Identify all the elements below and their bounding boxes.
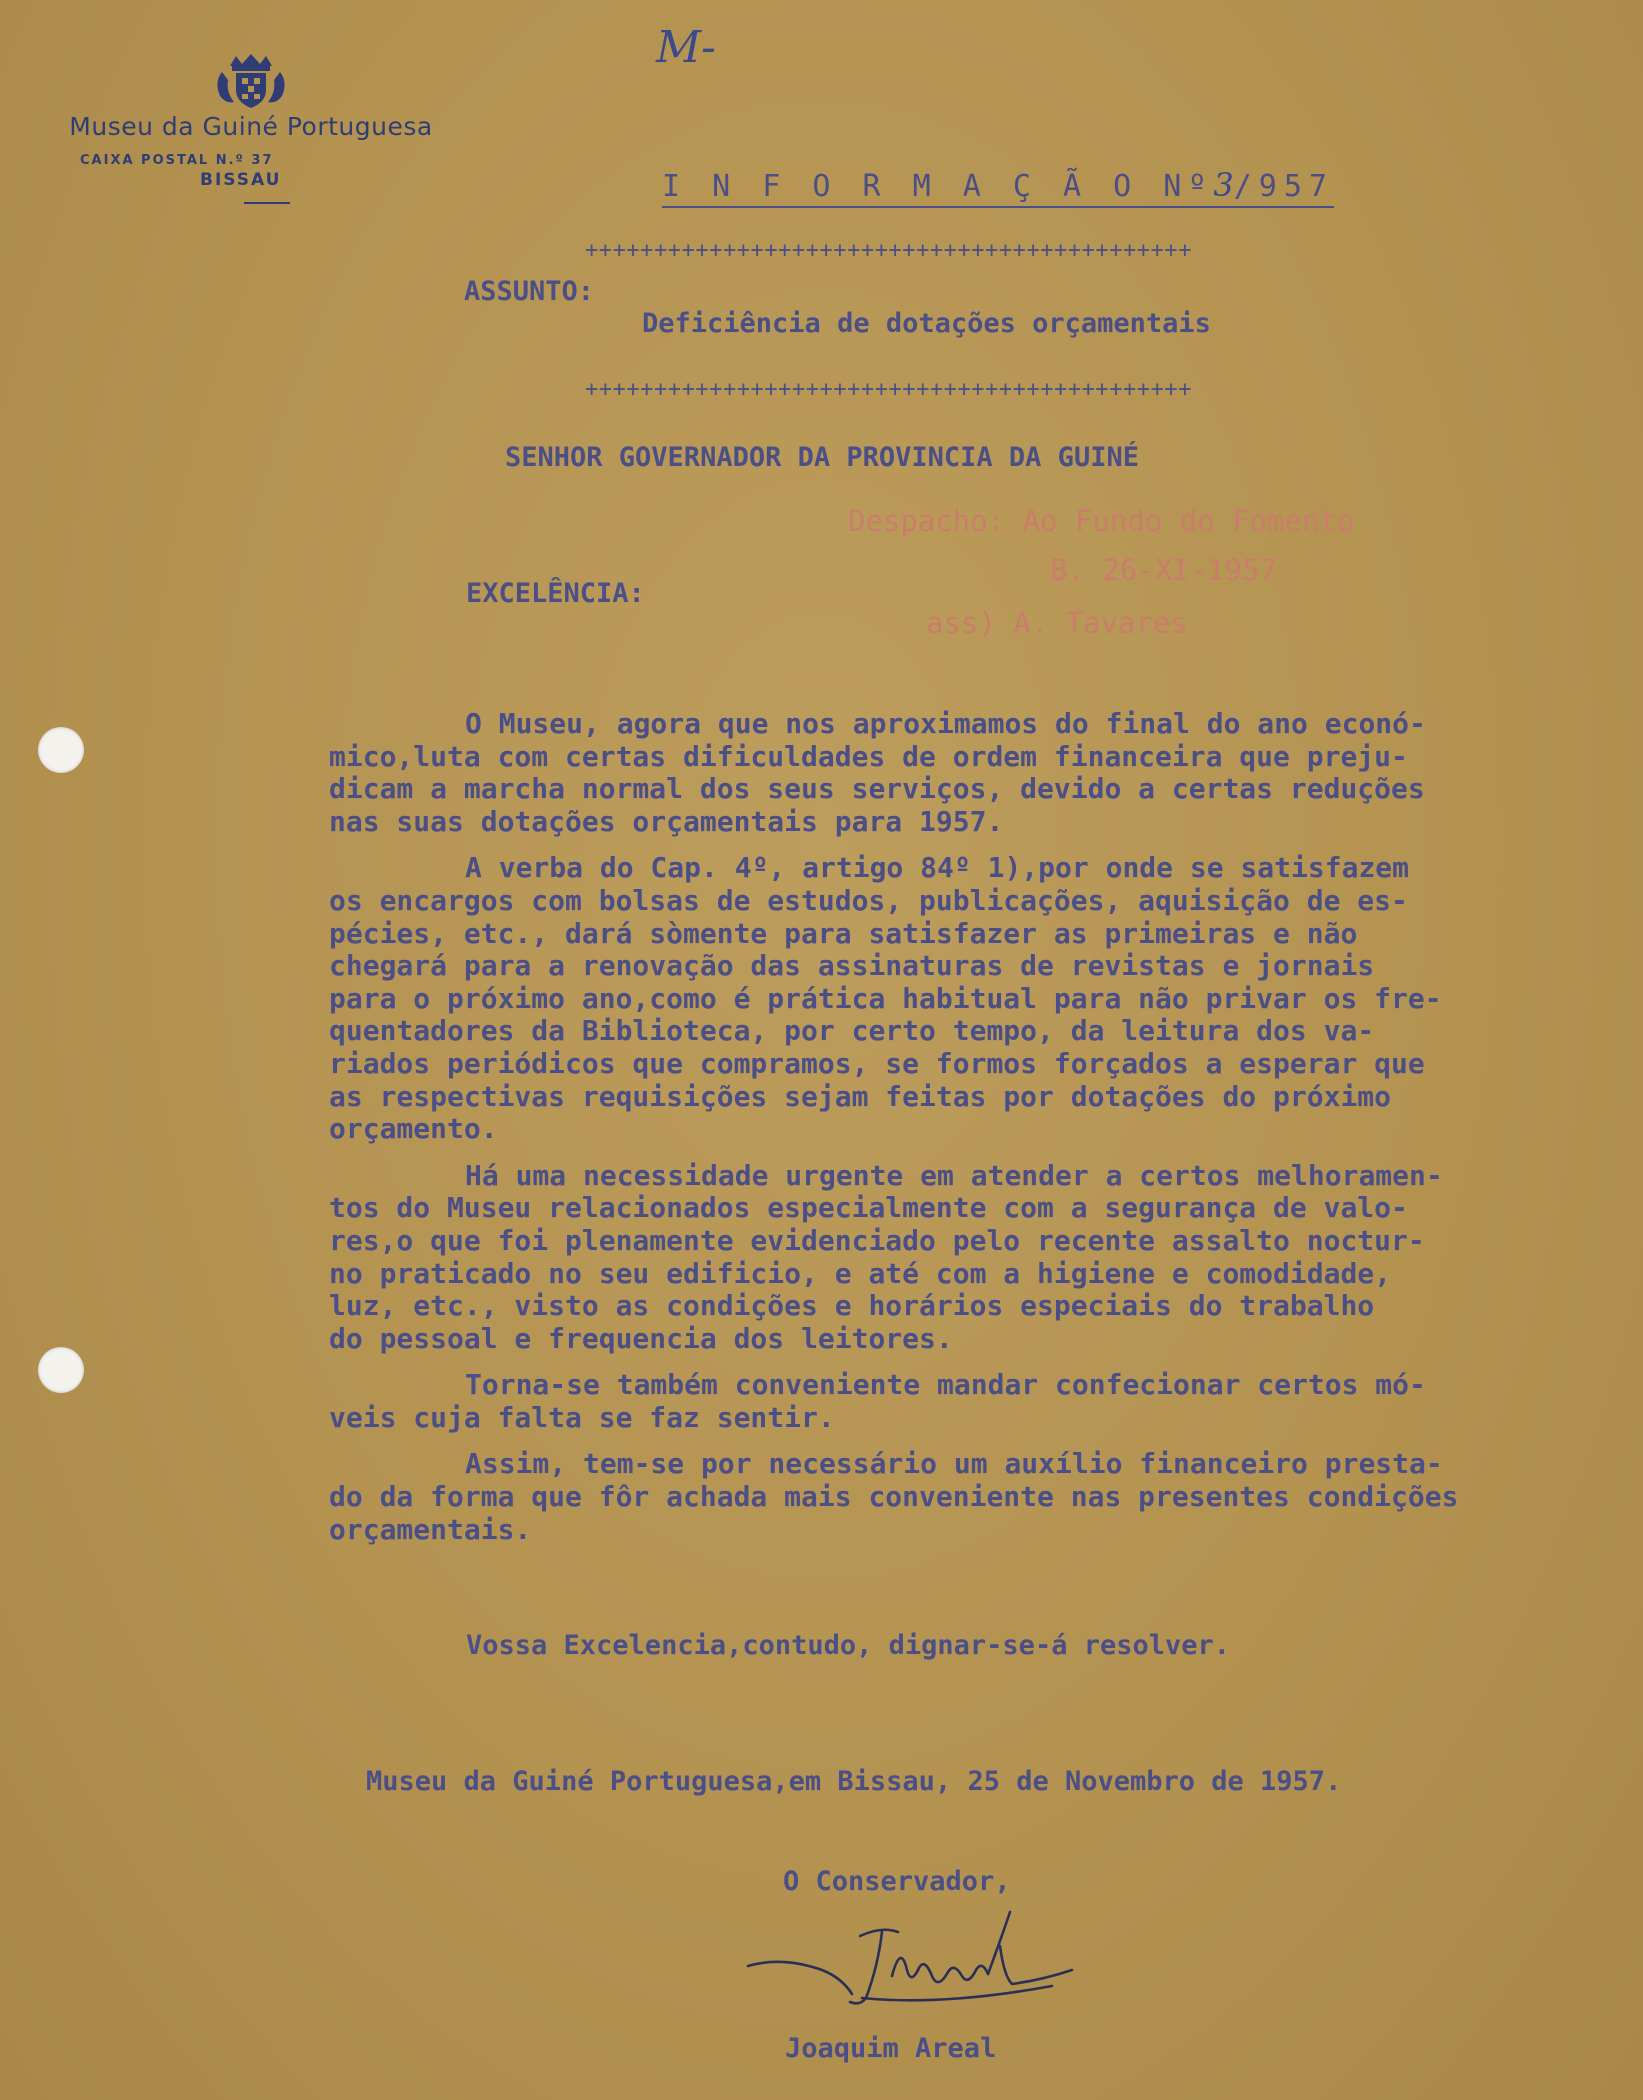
heading-title: I N F O R M A Ç Ã O Nº [662,169,1214,204]
place-date: Museu da Guiné Portuguesa,em Bissau, 25 de Novembro de 1957. [366,1766,1342,1797]
body-line: luz, etc., visto as condições e horários especiais do trabalho [329,1289,1375,1323]
salutation: EXCELÊNCIA: [466,578,645,609]
postal-box: CAIXA POSTAL N.º 37 [80,153,274,168]
letter-body [329,708,1629,1560]
body-line: Há uma necessidade urgente em atender a certos melhoramen- [465,1158,1443,1192]
body-line: dicam a marcha normal dos seus serviços, devido a certas reduções [329,772,1425,806]
body-line: para o próximo ano,como é prática habitual para não privar os fre- [329,981,1442,1015]
body-line: do da forma que fôr achada mais conveniente nas presentes condições [329,1480,1459,1514]
subject-text: Deficiência de dotações orçamentais [642,308,1211,339]
body-line: A verba do Cap. 4º, artigo 84º 1),por onde se satisfazem [465,851,1410,885]
body-line: mico,luta com certas dificuldades de ordem financeira que preju- [329,739,1408,773]
body-line: quentadores da Biblioteca, por certo tempo, da leitura dos va- [329,1014,1375,1048]
body-line: nas suas dotações orçamentais para 1957. [329,804,1004,838]
body-line: orçamento. [329,1112,498,1146]
signatory-name: Joaquim Areal [785,2033,997,2064]
body-line: do pessoal e frequencia dos leitores. [329,1321,953,1355]
body-line: as respectivas requisições sejam feitas por dotações do próximo [329,1079,1392,1113]
punch-hole [38,727,84,773]
document-heading [662,166,1334,208]
heading-year: /957 [1233,169,1334,204]
signatory-title: O Conservador, [783,1866,1011,1897]
body-line: Assim, tem-se por necessário um auxílio financeiro presta- [465,1447,1443,1481]
handwritten-mark: M- [656,22,716,73]
subject-label: ASSUNTO: [464,276,595,307]
paragraph [329,708,1629,838]
despacho-line: B. 26-XI-1957 [1050,553,1277,587]
institution-name: Museu da Guiné Portuguesa [69,112,433,141]
body-line: O Museu, agora que nos aproximamos do final do ano econó- [465,707,1426,740]
body-line: os encargos com bolsas de estudos, publicações, aquisição de es- [329,883,1408,917]
punch-hole [38,1347,84,1393]
paragraph [329,1160,1629,1356]
letterhead-rule [244,202,290,204]
paragraph [329,1369,1629,1434]
body-line: orçamentais. [329,1512,532,1546]
paragraph [329,1448,1629,1546]
body-line: chegará para a renovação das assinaturas de revistas e jornais [329,949,1375,983]
body-line: tos do Museu relacionados especialmente com a segurança de valo- [329,1191,1408,1225]
letterhead [36,52,466,204]
body-line: riados periódicos que compramos, se formos forçados a esperar que [329,1046,1425,1080]
body-line: pécies, etc., dará sòmente para satisfazer as primeiras e não [329,916,1358,950]
separator-line: ++++++++++++++++++++++++++++++++++++++++++++ [585,238,1192,263]
body-line: Torna-se também conveniente mandar confecionar certos mó- [465,1368,1426,1402]
separator-line: ++++++++++++++++++++++++++++++++++++++++++++ [585,377,1192,402]
paragraph [329,852,1629,1145]
handwritten-signature [742,1906,1082,2016]
closing-line: Vossa Excelencia,contudo, dignar-se-á resolver. [466,1630,1231,1661]
body-line: res,o que foi plenamente evidenciado pelo recente assalto noctur- [329,1223,1425,1257]
despacho-line: ass) A. Tavares [926,606,1188,640]
heading-number: 3 [1213,166,1234,204]
despacho-line: Despacho: Ao Fundo do Fomento [848,504,1355,538]
coat-of-arms-icon [212,52,290,110]
body-line: veis cuja falta se faz sentir. [329,1400,835,1434]
addressee: SENHOR GOVERNADOR DA PROVINCIA DA GUINÉ [505,442,1139,473]
body-line: no praticado no seu edificio, e até com a higiene e comodidade, [329,1256,1392,1290]
city: BISSAU [200,170,282,190]
